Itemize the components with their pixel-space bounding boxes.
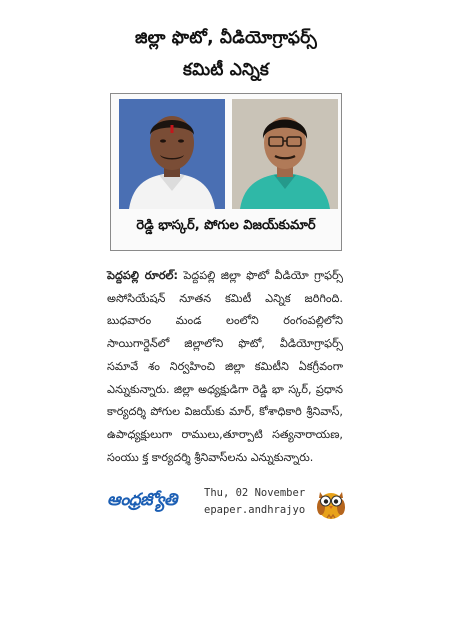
owl-mascot-icon bbox=[315, 484, 347, 520]
portrait-right-image bbox=[232, 99, 338, 209]
article-body bbox=[107, 265, 343, 469]
portrait-left-image bbox=[119, 99, 225, 209]
newspaper-footer bbox=[107, 484, 347, 524]
portrait-photo-left bbox=[119, 99, 225, 209]
headline-line-2: కమిటీ ఎన్నిక bbox=[183, 60, 269, 80]
headline-line-1: జిల్లా ఫొటో, వీడియోగ్రాఫర్స్ bbox=[135, 28, 317, 48]
article-text: పెద్దపల్లి జిల్లా ఫొటో వీడియో గ్రాఫర్స్ అసోసియేషన్ నూతన కమిటీ ఎన్నిక జరిగింది. బుధవారం మండ లంలోని రంగంపల్లిలోని సాయిగార్డెన్‌లో జిల్లాలోని ఫొటో, వీడియోగ్రాఫర్స్ సమావే శం నిర్వహించి జిల్లా కమిటీని ఏకగ్రీవంగా ఎన్నుకున్నారు. జిల్లా అధ్యక్షుడిగా రెడ్డి భా స్కర్, ప్రధాన కార్యదర్శి పోగుల విజయ్‌కు మార్, కోశాధికారి శ్రీనివాస్, ఉపాధ్యక్షులుగా రాములు,తూర్పాటి సత్యనారాయణ, సంయు క్త కార్యదర్శి శ్రీనివాస్‌లను ఎన్నుకున్నారు. bbox=[107, 269, 343, 464]
epaper-site: epaper.andhrajyo bbox=[204, 504, 306, 516]
publication-date: Thu, 02 November bbox=[204, 487, 306, 499]
photo-frame bbox=[110, 93, 342, 251]
photo-caption: రెడ్డి భాస్కర్, పోగుల విజయ్‌కుమార్ bbox=[136, 218, 316, 233]
article-dateline: పెద్దపల్లి రూరల్: bbox=[107, 269, 178, 282]
portrait-photo-right bbox=[232, 99, 338, 209]
newspaper-logo: ఆంధ్రజ్యోతి bbox=[107, 490, 177, 510]
publication-meta bbox=[204, 485, 305, 519]
